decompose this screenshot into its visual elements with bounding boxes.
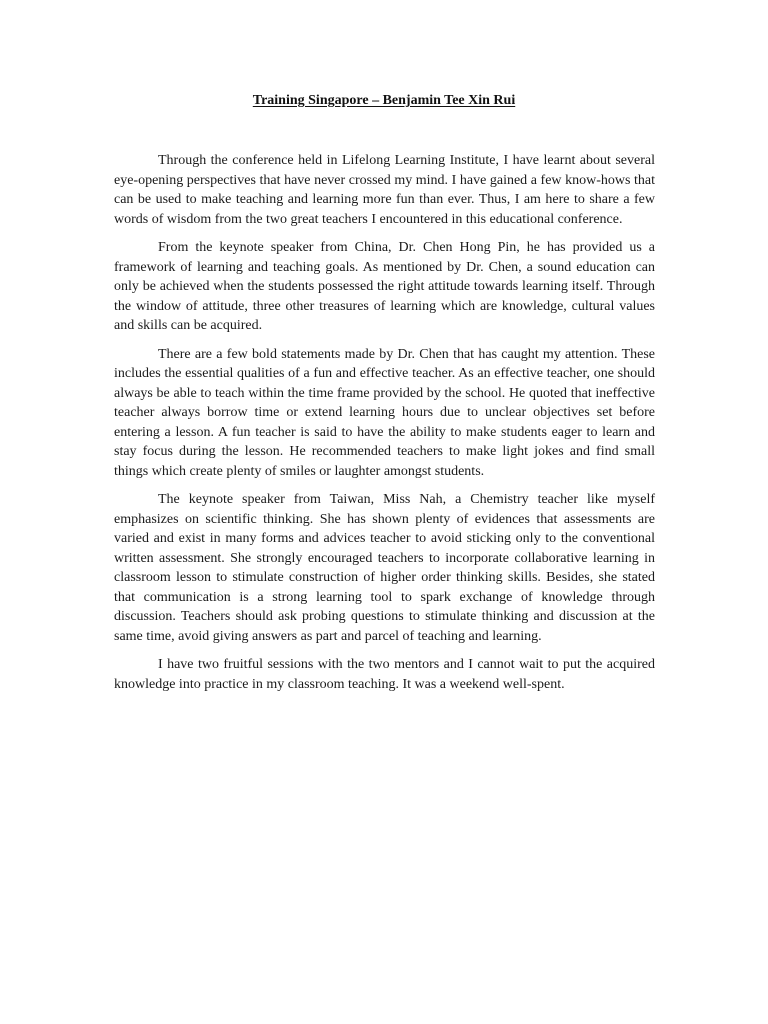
document-title: Training Singapore – Benjamin Tee Xin Rui [252,93,516,108]
paragraph-dr-chen-framework: From the keynote speaker from China, Dr. Chen Hong Pin, he has provided us a framework of learning and teaching goals. As mentioned by Dr. Chen, a sound education can only be achieved when the students possessed the right attitude towards learning itself. Through the window of attitude, three other treasures of learning which are knowledge, cultural values and skills can be acquired. [114,240,655,333]
paragraph-conclusion: I have two fruitful sessions with the two mentors and I cannot wait to put the acquired knowledge into practice in my classroom teaching. It was a weekend well-spent. [114,657,655,692]
paragraph-miss-nah: The keynote speaker from Taiwan, Miss Nah, a Chemistry teacher like myself emphasizes on scientific thinking. She has shown plenty of evidences that assessments are varied and exist in many forms and advices teacher to avoid sticking only to the conventional written assessment. She strongly encouraged teachers to incorporate collaborative learning in classroom lesson to stimulate construction of higher order thinking skills. Besides, she stated that communication is a strong learning tool to spark exchange of knowledge through discussion. Teachers should ask probing questions to stimulate thinking and discussion at the same time, avoid giving answers as part and parcel of teaching and learning. [114,492,655,644]
paragraph-conference-intro: Through the conference held in Lifelong Learning Institute, I have learnt about several eye-opening perspectives that have never crossed my mind. I have gained a few know-hows that can be used to make teaching and learning more fun than ever. Thus, I am here to share a few words of wisdom from the two great teachers I encountered in this educational conference. [114,153,655,227]
document-body [114,151,655,703]
paragraph-effective-teacher: There are a few bold statements made by Dr. Chen that has caught my attention. These includes the essential qualities of a fun and effective teacher. As an effective teacher, one should always be able to teach within the time frame provided by the school. He quoted that ineffective teacher always borrow time or extend learning hours due to unclear objectives set before entering a lesson. A fun teacher is said to have the ability to make students eager to learn and stay focus during the lesson. He recommended teachers to make light jokes and find small things which create plenty of smiles or laughter amongst students. [114,346,655,479]
